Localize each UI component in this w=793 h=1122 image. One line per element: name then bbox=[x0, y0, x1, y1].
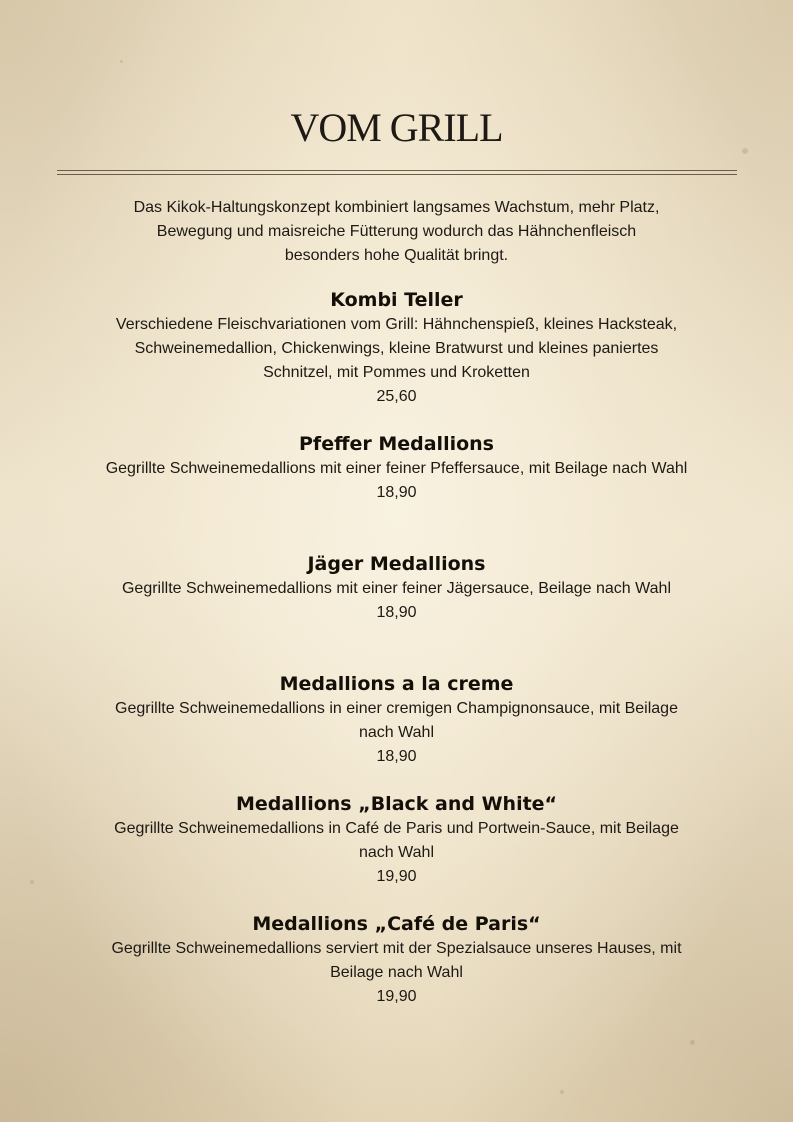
menu-item-description: Verschiedene Fleischvariationen vom Grill: Hähnchenspieß, kleines Hacksteak, Schweinemedallion, Chickenwings, kleine Bratwurst und kleines paniertes Schnitzel, mit Pommes und Kroketten bbox=[115, 316, 678, 381]
paper-texture-speck bbox=[120, 60, 123, 63]
title-divider-bottom bbox=[57, 174, 737, 175]
intro-text: Das Kikok-Haltungskonzept kombiniert langsames Wachstum, mehr Platz, Bewegung und maisreiche Fütterung wodurch das Hähnchenfleisch besonders hohe Qualität bringt. bbox=[133, 199, 660, 264]
menu-item-description: Gegrillte Schweinemedallions serviert mit der Spezialsauce unseres Hauses, mit Beilage nach Wahl bbox=[111, 940, 682, 981]
menu-item-name: Medallions „Café de Paris“ bbox=[252, 913, 541, 935]
menu-item-name: Medallions a la creme bbox=[279, 673, 514, 695]
menu-item-name: Pfeffer Medallions bbox=[299, 433, 494, 455]
paper-texture-speck bbox=[690, 1040, 695, 1045]
menu-item-name: Medallions „Black and White“ bbox=[235, 793, 558, 815]
menu-item-price: 18,90 bbox=[376, 484, 417, 501]
page-title: VOM GRILL bbox=[290, 105, 503, 150]
menu-item-price: 19,90 bbox=[376, 988, 417, 1005]
menu-item-description: Gegrillte Schweinemedallions in einer cremigen Champignonsauce, mit Beilage nach Wahl bbox=[115, 700, 678, 741]
menu-item-price: 18,90 bbox=[376, 748, 417, 765]
menu-item-description: Gegrillte Schweinemedallions in Café de Paris und Portwein-Sauce, mit Beilage nach Wahl bbox=[114, 820, 679, 861]
menu-item-description: Gegrillte Schweinemedallions mit einer feiner Jägersauce, Beilage nach Wahl bbox=[121, 580, 672, 597]
menu-item-name: Jäger Medallions bbox=[307, 553, 486, 575]
menu-item bbox=[100, 551, 693, 625]
menu-item bbox=[100, 671, 693, 769]
title-divider-top bbox=[57, 170, 737, 171]
menu-item-price: 25,60 bbox=[376, 388, 417, 405]
menu-item bbox=[100, 431, 693, 505]
menu-item bbox=[100, 791, 693, 889]
menu-item-name: Kombi Teller bbox=[330, 289, 463, 311]
menu-item bbox=[100, 287, 693, 409]
paper-texture-speck bbox=[30, 880, 34, 884]
paper-texture-speck bbox=[560, 1090, 564, 1094]
menu-item-price: 18,90 bbox=[376, 604, 417, 621]
menu-item-price: 19,90 bbox=[376, 868, 417, 885]
menu-item bbox=[100, 911, 693, 1009]
menu-item-description: Gegrillte Schweinemedallions mit einer feiner Pfeffersauce, mit Beilage nach Wahl bbox=[105, 460, 688, 477]
